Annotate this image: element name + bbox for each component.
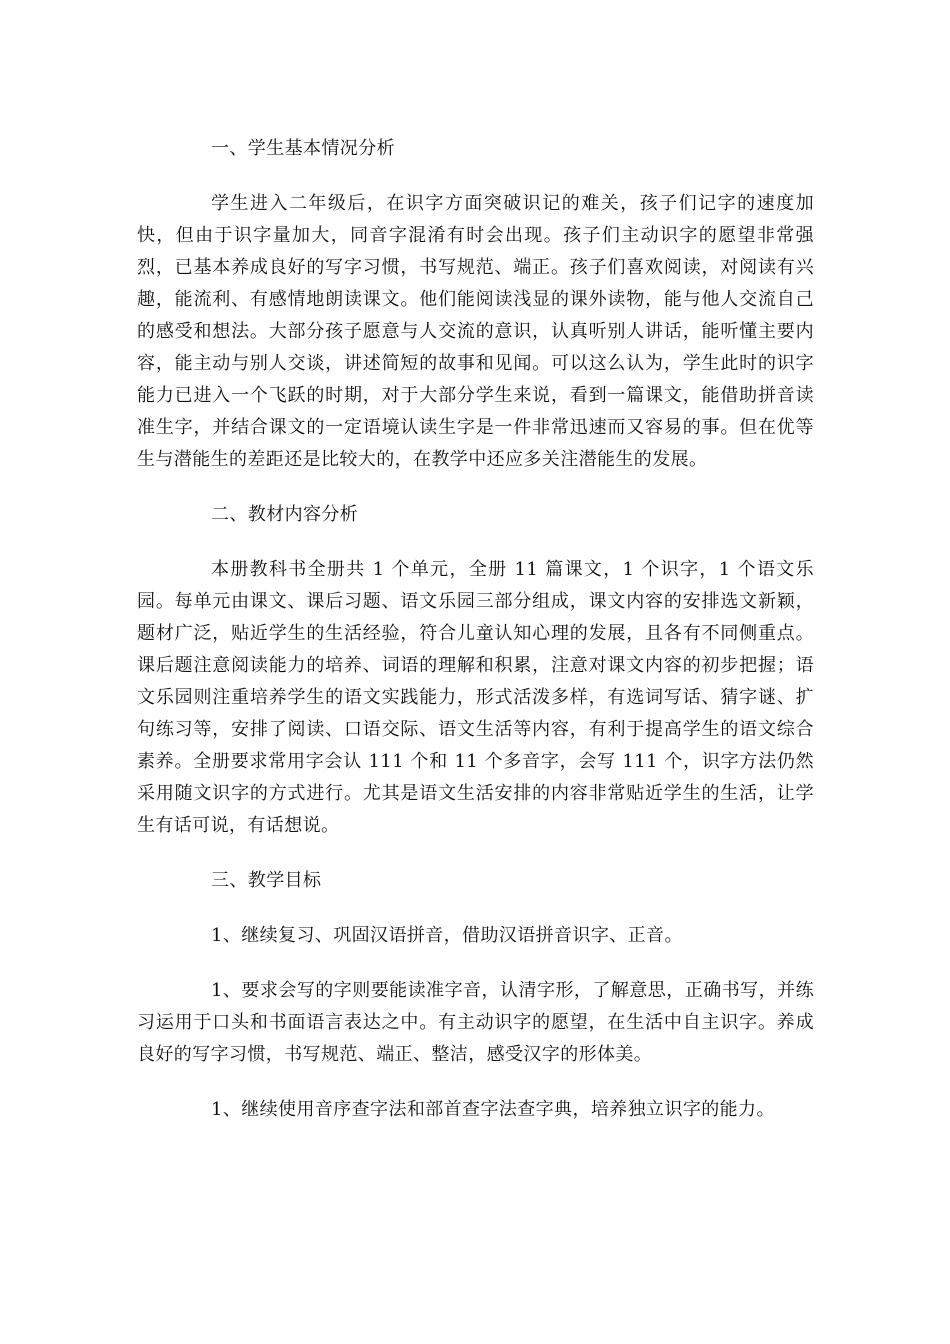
document-body <box>137 133 814 1149</box>
teaching-goal-item: 1、继续复习、巩固汉语拼音，借助汉语拼音识字、正音。 <box>211 925 683 946</box>
section-heading-student-analysis: 一、学生基本情况分析 <box>211 138 395 159</box>
teaching-goal-item: 1、继续使用音序查字法和部首查字法查字典，培养独立识字的能力。 <box>211 1099 775 1120</box>
section-heading-textbook-analysis: 二、教材内容分析 <box>211 504 359 525</box>
textbook-analysis-paragraph: 本册教科书全册共 1 个单元，全册 11 篇课文，1 个识字，1 个语文乐园。每单元由课文、课后习题、语文乐园三部分组成，课文内容的安排选文新颖，题材广泛，贴近学生的生活经验，符合儿童认知心理的发展，且各有不同侧重点。课后题注意阅读能力的培养、词语的理解和积累，注意对课文内容的初步把握；语文乐园则注重培养学生的语文实践能力，形式活泼多样，有选词写话、猜字谜、扩句练习等，安排了阅读、口语交际、语文生活等内容，有利于提高学生的语文综合素养。全册要求常用字会认 111 个和 11 个多音字，会写 111 个，识字方法仍然采用随文识字的方式进行。尤其是语文生活安排的内容非常贴近学生的生活，让学生有话可说，有话想说。 <box>137 559 814 836</box>
section-heading-teaching-goals: 三、教学目标 <box>211 870 322 891</box>
student-analysis-paragraph: 学生进入二年级后，在识字方面突破识记的难关，孩子们记字的速度加快，但由于识字量加大，同音字混淆有时会出现。孩子们主动识字的愿望非常强烈，已基本养成良好的写字习惯，书写规范、端正。孩子们喜欢阅读，对阅读有兴趣，能流利、有感情地朗读课文。他们能阅读浅显的课外读物，能与他人交流自己的感受和想法。大部分孩子愿意与人交流的意识，认真听别人讲话，能听懂主要内容，能主动与别人交谈，讲述简短的故事和见闻。可以这么认为，学生此时的识字能力已进入一个飞跃的时期，对于大部分学生来说，看到一篇课文，能借助拼音读准生字，并结合课文的一定语境认读生字是一件非常迅速而又容易的事。但在优等生与潜能生的差距还是比较大的，在教学中还应多关注潜能生的发展。 <box>137 193 814 470</box>
teaching-goal-item: 1、要求会写的字则要能读准字音，认清字形，了解意思，正确书写，并练习运用于口头和书面语言表达之中。有主动识字的愿望，在生活中自主识字。养成良好的写字习惯，书写规范、端正、整洁，感受汉字的形体美。 <box>137 980 814 1065</box>
